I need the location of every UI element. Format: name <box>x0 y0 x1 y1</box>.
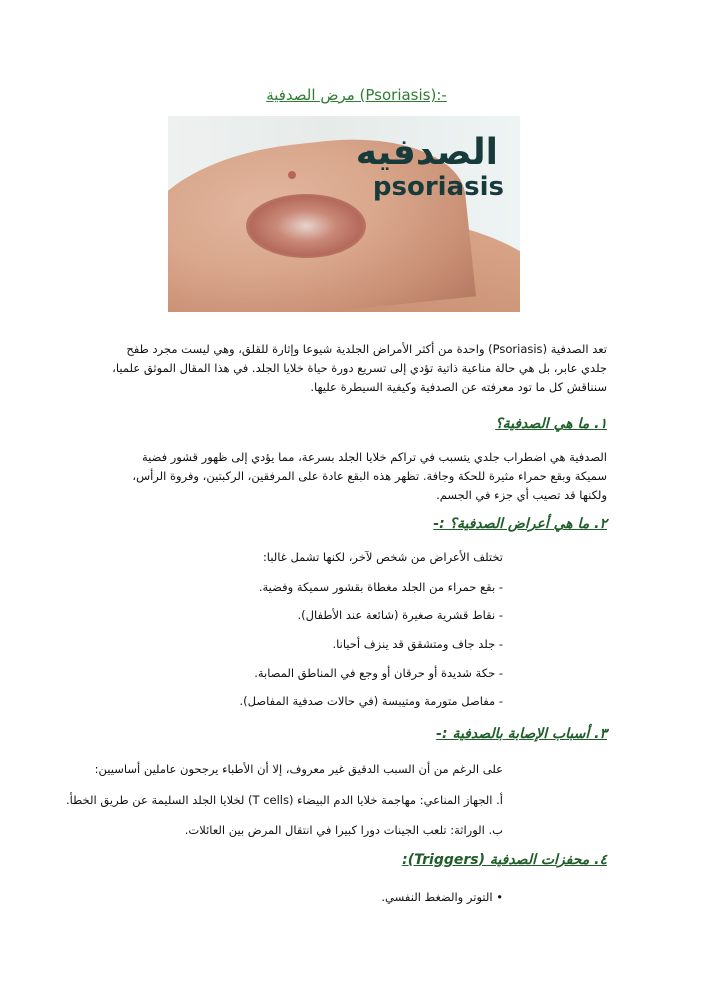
section-3-intro: على الرغم من أن السبب الدقيق غير معروف، إلا أن الأطباء يرجحون عاملين أساسيين: <box>94 762 503 776</box>
section-2-heading: ٢. ما هي أعراض الصدفية؟ :- <box>433 516 607 532</box>
cause-item-a: أ. الجهاز المناعي: مهاجمة خلايا الدم البيضاء (T cells) لخلايا الجلد السليمة عن طريق الخطأ. <box>65 793 503 807</box>
section-2-intro: تختلف الأعراض من شخص لآخر، لكنها تشمل غالبا: <box>262 550 503 564</box>
section-1-text: الصدفية هي اضطراب جلدي يتسبب في تراكم خلايا الجلد بسرعة، مما يؤدي إلى ظهور قشور فضية سميكة وبقع حمراء مثيرة للحكة وجافة. تظهر هذه البقع عادة على المرفقين، الركبتين، وفروة الرأس، ولكنها قد تصيب أي جزء في الجسم. <box>132 450 607 502</box>
hero-english-word: psoriasis <box>372 172 504 202</box>
intro-paragraph: تعد الصدفية (Psoriasis) واحدة من أكثر الأمراض الجلدية شيوعا وإثارة للقلق، وهي ليست مجرد طفح جلدي عابر، بل هي حالة مناعية ذاتية تؤدي إلى تسريع دورة حياة خلايا الجلد. في هذا المقال الموثق علميا، سنناقش كل ما تود معرفته عن الصدفية وكيفية السيطرة عليها. <box>112 342 607 394</box>
symptom-item: - جلد جاف ومتشقق قد ينزف أحيانا. <box>332 637 503 651</box>
section-3-heading: ٣. أسباب الإصابة بالصدفية :- <box>436 726 607 742</box>
symptom-item: - مفاصل متورمة ومتيبسة (في حالات صدفية المفاصل). <box>239 694 503 708</box>
psoriasis-hero-image <box>168 116 520 312</box>
section-4-heading: ٤. محفزات الصدفية (Triggers): <box>402 852 607 868</box>
cause-item-b: ب. الوراثة: تلعب الجينات دورا كبيرا في انتقال المرض بين العائلات. <box>184 823 503 837</box>
trigger-item: • التوتر والضغط النفسي. <box>381 890 503 904</box>
section-1-heading: ١. ما هي الصدفية؟ <box>495 416 607 432</box>
page-title: مرض الصدفية (Psoriasis):- <box>266 86 447 104</box>
symptom-item: - حكة شديدة أو حرقان أو وجع في المناطق المصابة. <box>254 666 503 680</box>
hero-arabic-word: الصدفيه <box>355 132 498 173</box>
psoriasis-spot <box>288 171 296 179</box>
symptom-item: - نقاط قشرية صغيرة (شائعة عند الأطفال). <box>297 608 503 622</box>
symptom-item: - بقع حمراء من الجلد مغطاة بقشور سميكة وفضية. <box>258 580 503 594</box>
psoriasis-plaque <box>246 194 366 258</box>
